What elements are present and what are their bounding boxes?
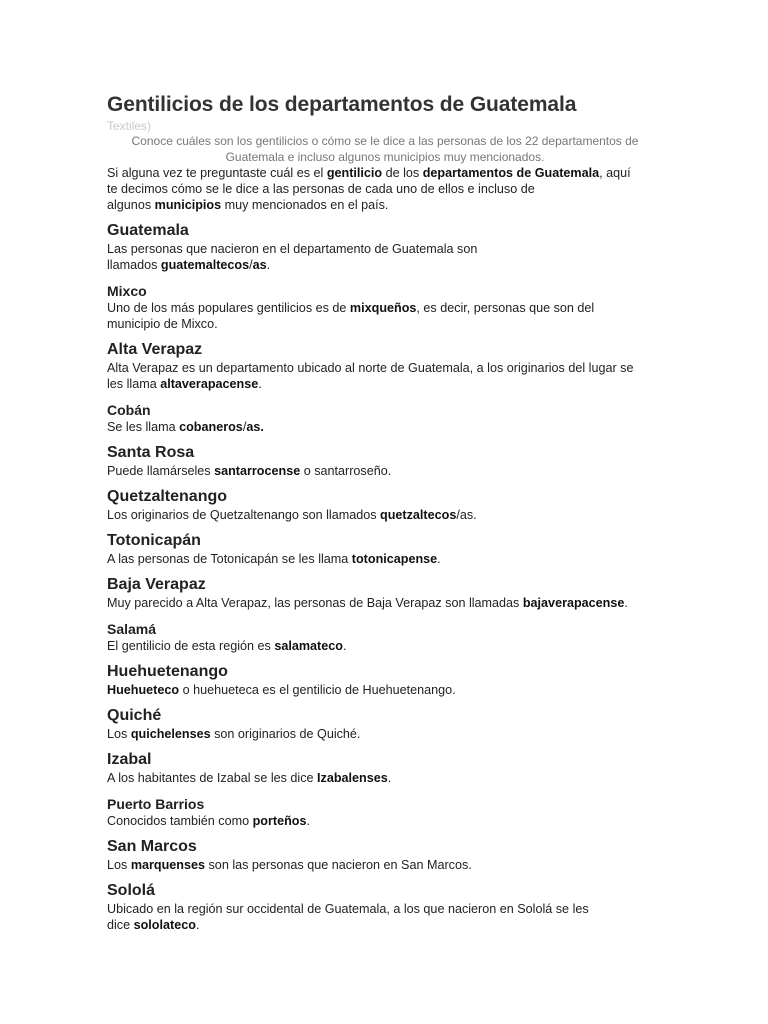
- section-text: [107, 770, 667, 786]
- section-quetzaltenango: [107, 487, 667, 523]
- gentilicio-bold: guatemaltecos: [160, 258, 250, 272]
- section-solola: [107, 881, 667, 933]
- lead-text: , aquí: [599, 166, 631, 180]
- section-heading: Santa Rosa: [107, 444, 195, 461]
- section-text-line: .: [258, 377, 262, 391]
- section-text-line: Las personas que nacieron en el departamento de Guatemala son: [107, 242, 478, 256]
- section-heading: San Marcos: [107, 838, 197, 855]
- section-text-line: dice: [107, 918, 134, 932]
- section-text: [107, 463, 667, 479]
- gentilicio-bold: as.: [246, 420, 264, 434]
- section-text-line: Conocidos también como: [107, 814, 253, 828]
- section-text-line: Los: [107, 727, 131, 741]
- section-alta-verapaz: [107, 340, 667, 392]
- section-text-line: .: [342, 639, 347, 653]
- section-heading: Totonicapán: [107, 532, 201, 549]
- section-text-line: .: [195, 918, 200, 932]
- section-heading: Quiché: [107, 707, 162, 724]
- lead-text: te decimos cómo se le dice a las personas de cada uno de ellos e incluso de: [107, 182, 535, 196]
- section-izabal: [107, 750, 667, 786]
- section-heading: Cobán: [107, 402, 151, 418]
- section-text: [107, 419, 667, 435]
- section-totonicapan: [107, 531, 667, 567]
- section-text-line: llamados: [107, 258, 161, 272]
- lead-bold: gentilicio: [326, 166, 383, 180]
- section-text: [107, 241, 667, 273]
- page-title: Gentilicios de los departamentos de Guatemala: [107, 93, 577, 116]
- section-text-line: o santarroseño.: [300, 464, 392, 478]
- section-guatemala: [107, 221, 667, 273]
- section-text-line: A los habitantes de Izabal se les dice: [107, 771, 318, 785]
- lead-bold: municipios: [154, 198, 222, 212]
- section-text-line: Los: [107, 858, 131, 872]
- section-text-line: les llama: [107, 377, 161, 391]
- intro-summary: Conoce cuáles son los gentilicios o cómo se le dice a las personas de los 22 departamentos de Guatemala e incluso algunos municipios muy mencionados.: [131, 134, 639, 164]
- section-heading: Baja Verapaz: [107, 576, 206, 593]
- section-puerto-barrios: [107, 795, 667, 829]
- lead-bold: departamentos de Guatemala: [422, 166, 600, 180]
- section-mixco: [107, 282, 667, 332]
- section-text-line: .: [437, 552, 441, 566]
- gentilicio-bold: salamateco: [274, 639, 343, 653]
- section-text-line: /as.: [456, 508, 477, 522]
- gentilicio-bold: marquenses: [130, 858, 206, 872]
- section-heading: Izabal: [107, 751, 152, 768]
- section-baja-verapaz: [107, 575, 667, 611]
- section-text: [107, 901, 667, 933]
- section-text-line: son originarios de Quiché.: [210, 727, 361, 741]
- section-text-line: Muy parecido a Alta Verapaz, las personas de Baja Verapaz son llamadas: [107, 596, 523, 610]
- section-heading: Sololá: [107, 882, 156, 899]
- section-text: [107, 813, 667, 829]
- gentilicio-bold: cobaneros: [179, 420, 243, 434]
- gentilicio-bold: quichelenses: [130, 727, 211, 741]
- section-text-line: Los originarios de Quetzaltenango son llamados: [107, 508, 381, 522]
- section-text: [107, 507, 667, 523]
- gentilicio-bold: totonicapense: [351, 552, 438, 566]
- section-text-line: .: [306, 814, 310, 828]
- section-text-line: A las personas de Totonicapán se les llama: [107, 552, 352, 566]
- section-text-line: Alta Verapaz es un departamento ubicado al norte de Guatemala, a los originarios del lugar se: [107, 361, 634, 375]
- section-text-line: .: [266, 258, 271, 272]
- section-text: [107, 300, 667, 332]
- section-text-line: Ubicado en la región sur occidental de Guatemala, a los que nacieron en Sololá se les: [107, 902, 589, 916]
- section-huehuetenango: [107, 662, 667, 698]
- section-quiche: [107, 706, 667, 742]
- section-coban: [107, 401, 667, 435]
- section-text-line: .: [624, 596, 628, 610]
- section-heading: Guatemala: [107, 222, 189, 239]
- section-text: [107, 595, 667, 611]
- section-text: [107, 857, 667, 873]
- section-santa-rosa: [107, 443, 667, 479]
- section-text-line: Puede llamárseles: [107, 464, 215, 478]
- lead-text: Si alguna vez te preguntaste cuál es el: [107, 166, 327, 180]
- section-text-line: /: [249, 258, 253, 272]
- section-text-line: , es decir, personas que son del: [416, 301, 595, 315]
- section-heading: Mixco: [107, 283, 147, 299]
- section-text-line: municipio de Mixco.: [107, 317, 218, 331]
- section-heading: Puerto Barrios: [107, 796, 205, 812]
- section-text: [107, 551, 667, 567]
- section-text-line: /: [242, 420, 247, 434]
- section-text-line: o huehueteca es el gentilicio de Huehuetenango.: [179, 683, 456, 697]
- section-san-marcos: [107, 837, 667, 873]
- section-heading: Huehuetenango: [107, 663, 228, 680]
- section-text-line: Se les llama: [107, 420, 180, 434]
- section-text: [107, 682, 667, 698]
- gentilicio-bold: Huehueteco: [107, 683, 180, 697]
- gentilicio-bold: bajaverapacense: [522, 596, 625, 610]
- section-salama: [107, 620, 667, 654]
- section-text-line: .: [387, 771, 392, 785]
- section-text-line: son las personas que nacieron en San Marcos.: [205, 858, 472, 872]
- section-heading: Quetzaltenango: [107, 488, 228, 505]
- gentilicio-bold: as: [252, 258, 267, 272]
- gentilicio-bold: sololateco: [133, 918, 196, 932]
- section-text: [107, 360, 667, 392]
- document-page: [107, 92, 667, 933]
- section-text: [107, 638, 667, 654]
- gentilicio-bold: altaverapacense: [160, 377, 259, 391]
- section-text-line: Uno de los más populares gentilicios es de: [107, 301, 350, 315]
- gentilicio-bold: quetzaltecos: [380, 508, 457, 522]
- lead-text: muy mencionados en el país.: [221, 198, 389, 212]
- gentilicio-bold: porteños: [252, 814, 307, 828]
- section-text: [107, 726, 667, 742]
- lead-paragraph: [107, 165, 667, 213]
- lead-text: de los: [382, 166, 423, 180]
- section-heading: Salamá: [107, 621, 157, 637]
- section-text-line: El gentilicio de esta región es: [107, 639, 275, 653]
- gentilicio-bold: mixqueños: [349, 301, 417, 315]
- gentilicio-bold: Izabalenses: [317, 771, 388, 785]
- gentilicio-bold: santarrocense: [214, 464, 301, 478]
- lead-text: algunos: [107, 198, 155, 212]
- section-heading: Alta Verapaz: [107, 341, 203, 358]
- category-tag: Textiles): [107, 119, 152, 133]
